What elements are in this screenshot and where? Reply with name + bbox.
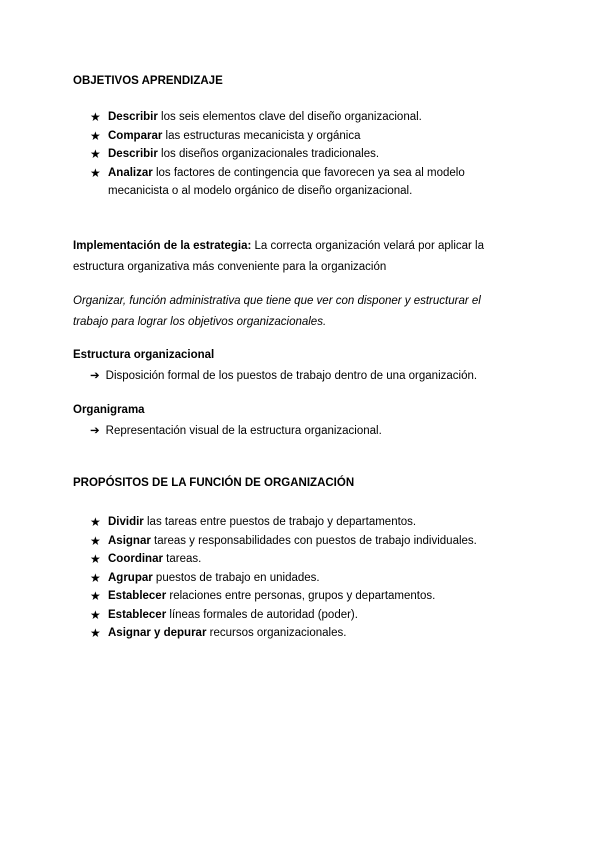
list-item [90,108,508,127]
item-text: los diseños organizacionales tradicionales. [157,148,380,160]
list-item [90,624,508,643]
item-text: tareas. [162,553,202,565]
section-heading-objetivos: OBJETIVOS APRENDIZAJE [73,75,223,87]
item-verb: Coordinar [108,553,163,565]
item-text: las estructuras mecanicista y orgánica [162,129,361,142]
list-item [90,550,508,569]
star-bullet-icon: ★ [90,552,101,566]
list-item [90,127,508,146]
item-text: las tareas entre puestos de trabajo y departamentos. [143,516,417,528]
item-verb: Comparar [108,129,163,142]
star-bullet-icon: ★ [90,533,101,548]
star-bullet-icon: ★ [90,515,101,529]
item-text: líneas formales de autoridad (poder). [166,608,358,621]
item-verb: Describir [108,148,158,160]
list-item [90,606,508,625]
star-bullet-icon: ★ [90,626,101,640]
definition-text: Representación visual de la estructura organizacional. [105,425,382,437]
star-bullet-icon: ★ [90,147,101,161]
item-verb: Establecer [108,608,167,621]
star-bullet-icon: ★ [90,589,101,603]
list-item [90,532,508,551]
list-item [90,513,508,532]
list-item [90,587,508,606]
item-text: relaciones entre personas, grupos y departamentos. [166,590,436,602]
item-verb: Describir [108,111,158,123]
list-item [90,164,508,201]
term-estructura: Estructura organizacional [73,349,215,361]
propositos-list [90,513,508,643]
item-verb: Agrupar [108,571,153,584]
strategy-paragraph [73,236,513,278]
star-bullet-icon: ★ [90,110,101,124]
item-text: recursos organizacionales. [206,627,347,639]
objetivos-list [90,108,508,201]
item-verb: Analizar [108,166,153,179]
star-bullet-icon: ★ [90,165,101,180]
item-verb: Asignar y depurar [108,627,207,639]
item-verb: Establecer [108,590,167,602]
strategy-text: La correcta organización velará por aplicar la estructura organizativa más conveniente para la organización [73,240,484,273]
item-text: los seis elementos clave del diseño organizacional. [157,111,422,123]
definition-text: Disposición formal de los puestos de trabajo dentro de una organización. [105,370,478,382]
item-text: tareas y responsabilidades con puestos de trabajo individuales. [150,534,477,547]
strategy-label: Implementación de la estrategia: [73,240,252,252]
definition-organigrama [90,423,382,437]
item-verb: Asignar [108,534,151,547]
list-item [90,145,508,164]
arrow-right-icon: ➔ [90,370,100,382]
section-heading-propositos: PROPÓSITOS DE LA FUNCIÓN DE ORGANIZACIÓN [73,477,355,489]
organizar-definition: Organizar, función administrativa que tiene que ver con disponer y estructurar el trabajo para lograr los objetivos organizacionales. [73,295,481,328]
star-bullet-icon: ★ [90,570,101,585]
item-verb: Dividir [108,516,144,528]
item-text: puestos de trabajo en unidades. [152,571,320,584]
item-text: los factores de contingencia que favorecen ya sea al modelo mecanicista o al modelo orgánico de diseño organizacional. [108,166,465,197]
star-bullet-icon: ★ [90,128,101,143]
star-bullet-icon: ★ [90,607,101,622]
definition-estructura [90,368,477,382]
arrow-right-icon: ➔ [90,425,100,437]
term-organigrama: Organigrama [73,404,145,416]
list-item [90,569,508,588]
